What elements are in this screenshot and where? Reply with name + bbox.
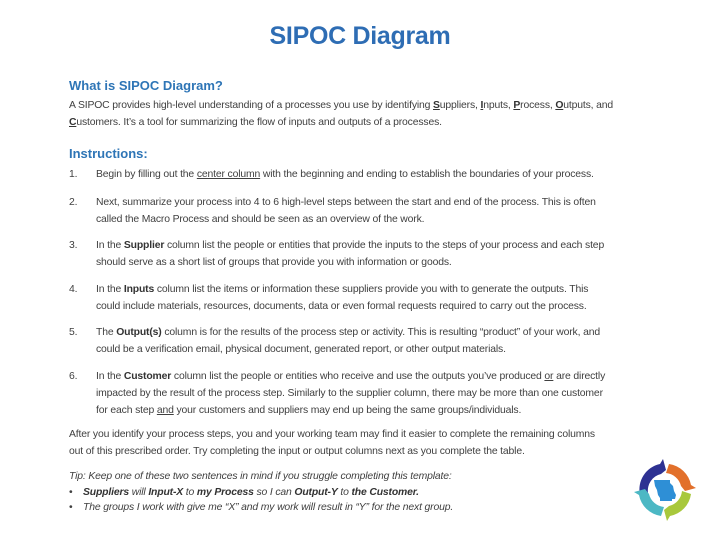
text-line: called the Macro Process and should be seen as an overview of the work. — [96, 214, 425, 225]
text-line: After you identify your process steps, you and your working team may find it easier to complete the remaining columns — [69, 429, 595, 440]
after-paragraph — [69, 426, 669, 460]
bullet-icon: • — [69, 502, 73, 513]
text-part: with the beginning and ending to establish the boundaries of your process. — [260, 169, 594, 180]
text-line: could be a verification email, physical document, generated report, or other output materials. — [96, 344, 506, 355]
instructions-heading: Instructions: — [69, 146, 148, 161]
bold-term: Input-X — [148, 487, 184, 498]
text-part: are directly — [553, 371, 606, 382]
text-part: for each step — [96, 405, 157, 416]
underlined-text: center column — [196, 169, 261, 180]
text-line: should serve as a short list of groups that provide you with information or goods. — [96, 257, 452, 268]
logo-state-shape — [654, 480, 676, 501]
letter-i-rest: nputs, — [483, 100, 514, 111]
item-number: 1. — [69, 169, 78, 180]
missouri-cycle-logo-icon — [630, 455, 700, 525]
text-part: In the — [96, 284, 124, 295]
underlined-text: and — [156, 405, 174, 416]
bold-term: Output(s) — [116, 327, 162, 338]
bullet-icon: • — [69, 487, 73, 498]
text-part: your customers and suppliers may end up being the same groups/individuals. — [173, 405, 522, 416]
item-text — [96, 237, 676, 271]
letter-p: P — [513, 100, 521, 111]
letter-c: C — [69, 117, 77, 128]
bold-term: my Process — [196, 487, 254, 498]
text-line: could include materials, resources, documents, data or even formal requests required to carry out the process. — [96, 301, 587, 312]
text-part: column is for the results of the process step or activity. This is resulting “product” of your work, and — [161, 327, 600, 338]
text-part: to — [337, 487, 352, 498]
bullet-text: The groups I work with give me “X” and my work will result in “Y” for the next group. — [83, 502, 454, 513]
item-number: 2. — [69, 197, 78, 208]
intro-paragraph — [69, 97, 669, 131]
letter-s: S — [433, 100, 440, 111]
text-line: Next, summarize your process into 4 to 6 high-level steps between the start and end of the process. This is often — [96, 197, 596, 208]
underlined-text: or — [544, 371, 554, 382]
item-number: 4. — [69, 284, 78, 295]
letter-p-rest: rocess, — [520, 100, 556, 111]
text-part: column list the items or information these suppliers provide you with to generate the outputs. This — [154, 284, 589, 295]
item-text — [96, 324, 676, 358]
letter-c-rest: ustomers. It’s a tool for summarizing the flow of inputs and outputs of a processes. — [76, 117, 442, 128]
letter-s-rest: uppliers, — [439, 100, 481, 111]
letter-o: O — [555, 100, 564, 111]
bold-term: Supplier — [123, 240, 165, 251]
bold-term: the Customer. — [351, 487, 419, 498]
page-title: SIPOC Diagram — [269, 22, 451, 50]
item-text — [96, 281, 676, 315]
bullet-text — [83, 485, 419, 501]
text-part: column list the people or entities who receive and use the outputs you’ve produced — [171, 371, 545, 382]
intro-prefix: A SIPOC provides high-level understanding of a processes you use by identifying — [69, 100, 434, 111]
text-part: to — [183, 487, 197, 498]
text-part: In the — [96, 371, 124, 382]
item-number: 5. — [69, 327, 78, 338]
text-part: column list the people or entities that provide the inputs to the steps of your process and each step — [164, 240, 605, 251]
bold-term: Suppliers — [83, 487, 129, 498]
item-number: 3. — [69, 240, 78, 251]
item-text — [96, 166, 676, 183]
item-number: 6. — [69, 371, 78, 382]
item-text — [96, 368, 676, 419]
text-part: so I can — [253, 487, 295, 498]
text-part: In the — [96, 240, 124, 251]
text-part: Begin by filling out the — [96, 169, 197, 180]
bold-term: Output-Y — [294, 487, 338, 498]
tip-intro: Tip: Keep one of these two sentences in mind if you struggle completing this template: — [69, 471, 452, 482]
bold-term: Customer — [123, 371, 172, 382]
item-text — [96, 194, 676, 228]
letter-i: I — [480, 100, 484, 111]
bold-term: Inputs — [123, 284, 155, 295]
letter-o-rest: utputs, and — [563, 100, 614, 111]
text-part: will — [129, 487, 149, 498]
text-part: The — [96, 327, 117, 338]
text-line: out of this prescribed order. Try completing the input or output columns next as you complete the table. — [69, 446, 525, 457]
text-line: impacted by the result of the process step. Similarly to the supplier column, there may be more than one customer — [96, 388, 603, 399]
what-is-heading: What is SIPOC Diagram? — [69, 78, 223, 93]
logo-graphic — [630, 455, 700, 525]
